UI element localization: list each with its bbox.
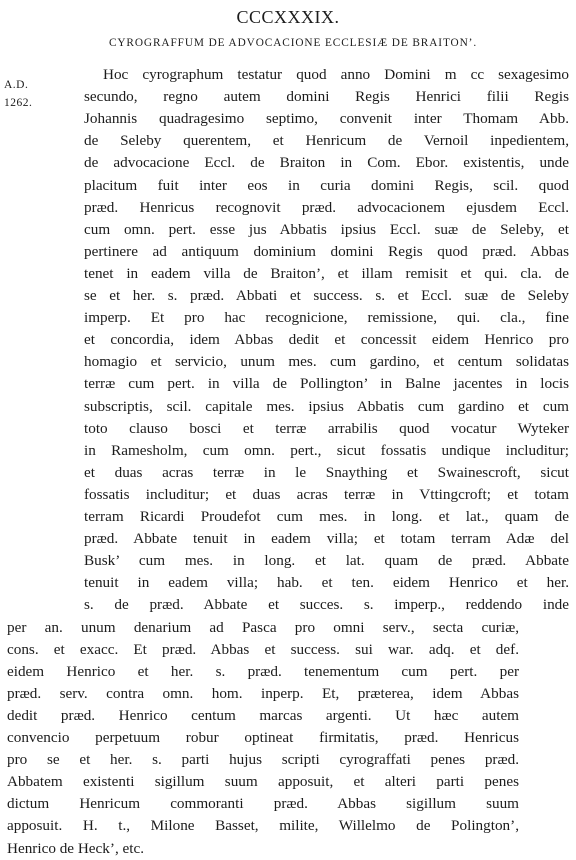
text-line: dictum Henricum commoranti præd. Abbas sigillum suum — [7, 795, 519, 813]
text-line: Hoc cyrographum testatur quod anno Domini m cc sexagesimo — [103, 66, 569, 83]
text-line: pertinere ad antiquum dominium domini Regis quod præd. Abbas — [84, 242, 569, 260]
text-line: dedit præd. Henrico centum marcas argenti. Ut hæc autem — [7, 706, 519, 724]
text-line: terram Ricardi Proudefot cum mes. in long. et lat., quam de — [84, 508, 569, 525]
text-line: terræ cum pert. in villa de Pollington’ in Balne jacentes in locis — [84, 375, 569, 393]
document-subheading: CYROGRAFFUM DE ADVOCACIONE ECCLESIÆ DE BRAITON’. — [108, 37, 478, 49]
text-line: tenet in eadem villa de Braiton’, et illam remisit et qui. cla. de — [84, 264, 569, 282]
text-line: præd. Henricus recognovit præd. advocacionem ejusdem Eccl. — [84, 198, 569, 216]
text-line: secundo, regno autem domini Regis Henrici filii Regis — [84, 88, 569, 106]
text-line: se et her. s. præd. Abbati et success. s. et Eccl. suæ de Seleby — [84, 287, 569, 304]
text-line: fossatis includitur; et duas acras terræ in Vttingcroft; et totam — [84, 485, 569, 503]
margin-date-label: A.D. — [4, 79, 29, 91]
text-line: in Ramesholm, cum omn. pert., sicut fossatis undique includitur; — [84, 441, 569, 459]
text-line: et concordia, idem Abbas dedit et concessit eidem Henrico pro — [84, 331, 569, 349]
text-line: imperp. Et pro hac recognicione, remissione, qui. cla., fine — [84, 309, 569, 327]
text-line: s. de præd. Abbate et succes. s. imperp., reddendo inde — [84, 596, 569, 614]
text-line: cum omn. pert. esse jus Abbatis ipsius Eccl. suæ de Seleby, et — [84, 220, 569, 238]
text-line: pro se et her. s. parti hujus scripti cyrograffati penes præd. — [7, 751, 519, 769]
text-line: præd. Abbate tenuit in eadem villa; et totam terram Adæ del — [84, 530, 569, 548]
text-line: tenuit in eadem villa; hab. et ten. eidem Henrico et her. — [84, 574, 569, 592]
text-line: subscriptis, scil. capitale mes. ipsius Abbatis cum gardino et cum — [84, 397, 569, 415]
text-line: de Seleby querentem, et Henricum de Vernoil inpedientem, — [84, 132, 569, 150]
text-line: Busk’ cum mes. in long. et lat. quam de præd. Abbate — [84, 552, 569, 570]
text-line: de advocacione Eccl. de Braiton in Com. Ebor. existentis, unde — [84, 154, 569, 172]
text-line: Johannis quadragesimo septimo, convenit inter Thomam Abb. — [84, 110, 569, 128]
document-number-heading: CCCXXXIX. — [236, 7, 340, 27]
text-line: convencio perpetuum robur optineat firmitatis, præd. Henricus — [7, 729, 519, 746]
text-line: Henrico de Heck’, etc. — [7, 839, 145, 857]
text-line: Abbatem existenti sigillum suum apposuit, et alteri parti penes — [7, 773, 519, 791]
text-line: cons. et exacc. Et præd. Abbas et success. sui war. adq. et def. — [7, 640, 519, 658]
text-line: homagio et servicio, unum mes. cum gardino, et centum solidatas — [84, 353, 569, 371]
margin-date-year: 1262. — [4, 97, 33, 109]
margin-date-note — [4, 76, 32, 112]
text-line: per an. unum denarium ad Pasca pro omni serv., secta curiæ, — [7, 618, 519, 636]
text-line: toto clauso bosci et terræ arrabilis quod vocatur Wyteker — [84, 419, 569, 437]
text-line: eidem Henrico et her. s. præd. tenementum cum pert. per — [7, 662, 519, 680]
text-line: præd. serv. contra omn. hom. inperp. Et, præterea, idem Abbas — [7, 684, 519, 702]
text-line: placitum fuit inter eos in curia domini Regis, scil. quod — [84, 176, 569, 194]
text-line: et duas acras terræ in le Snaything et Swainescroft, sicut — [84, 463, 569, 481]
text-line: apposuit. H. t., Milone Basset, milite, Willelmo de Polington’, — [7, 817, 519, 835]
